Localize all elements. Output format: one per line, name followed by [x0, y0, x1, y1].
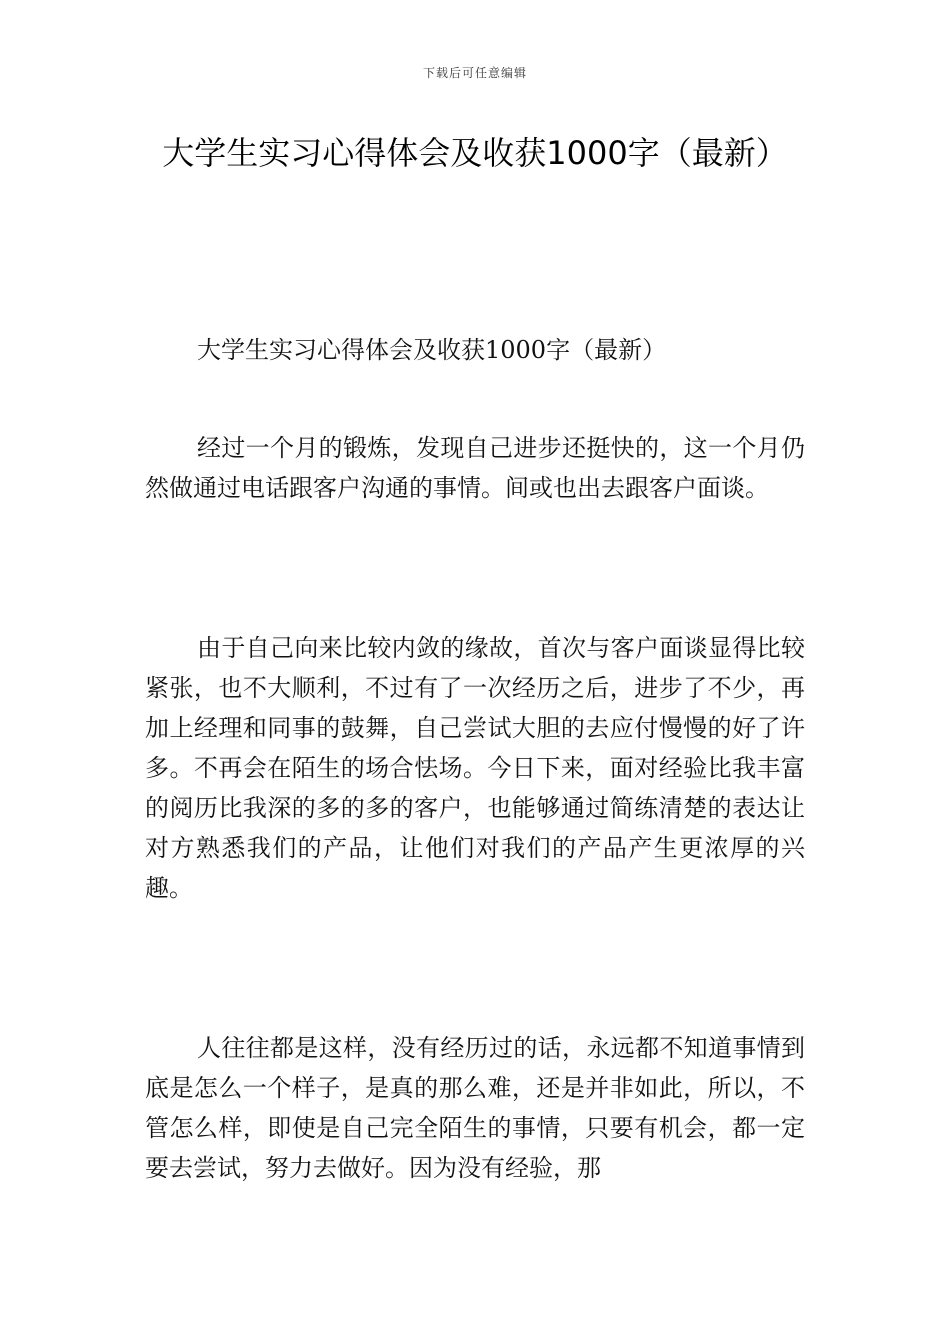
document-title: 大学生实习心得体会及收获1000字（最新） — [162, 134, 788, 172]
paragraph-2: 由于自己向来比较内敛的缘故，首次与客户面谈显得比较紧张，也不大顺利，不过有了一次经历之后，进步了不少，再加上经理和同事的鼓舞，自己尝试大胆的去应付慢慢的好了许多。不再会在陌生的场合怯场。今日下来，面对经验比我丰富的阅历比我深的多的多的客户，也能够通过简练清楚的表达让对方熟悉我们的产品，让他们对我们的产品产生更浓厚的兴趣。 — [145, 634, 805, 902]
paragraph-1: 经过一个月的锻炼，发现自己进步还挺快的，这一个月仍然做通过电话跟客户沟通的事情。间或也出去跟客户面谈。 — [145, 434, 805, 502]
document-subtitle: 大学生实习心得体会及收获1000字（最新） — [197, 336, 667, 364]
header-note: 下载后可任意编辑 — [422, 66, 527, 80]
paragraph-3: 人往往都是这样，没有经历过的话，永远都不知道事情到底是怎么一个样子，是真的那么难，还是并非如此，所以，不管怎么样，即使是自己完全陌生的事情，只要有机会，都一定要去尝试，努力去做好。因为没有经验，那 — [145, 1034, 805, 1182]
